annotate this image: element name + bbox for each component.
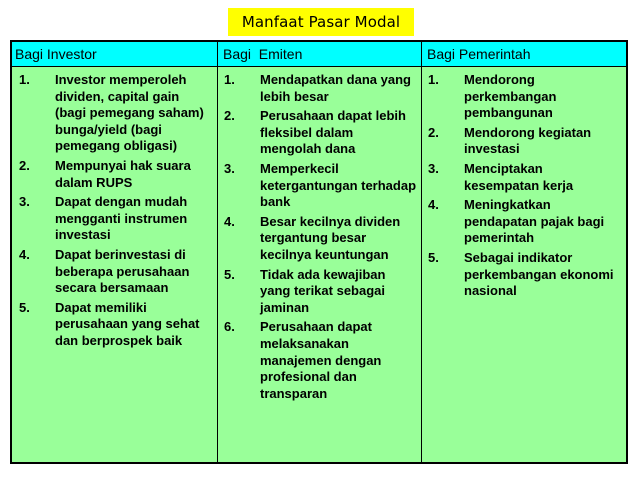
column-emiten [224, 72, 417, 405]
header-investor [15, 42, 215, 66]
column-pemerintah [428, 72, 620, 303]
list-item: 2. Mempunyai hak suara dalam RUPS [19, 157, 191, 190]
list-item: 3. Menciptakan kesempatan kerja [428, 160, 574, 193]
header-emiten [223, 42, 418, 66]
investor-list [19, 72, 209, 350]
header-pemerintah [427, 42, 622, 66]
column-divider-1 [217, 42, 218, 462]
list-item: 5. Sebagai indikator perkembangan ekonomi nasional [428, 249, 614, 299]
pemerintah-list [428, 72, 620, 300]
column-divider-2 [421, 42, 422, 462]
page-title: Manfaat Pasar Modal [241, 13, 401, 31]
list-item: 2. Perusahaan dapat lebih fleksibel dalam mengolah dana [224, 108, 406, 157]
list-item: 3. Memperkecil ketergantungan terhadap bank [224, 160, 417, 210]
header-pemerintah-label: Bagi Pemerintah [427, 46, 531, 62]
list-item: 2. Mendorong kegiatan investasi [428, 124, 592, 157]
list-item: 4. Meningkatkan pendapatan pajak bagi pemerintah [428, 197, 605, 246]
list-item: 3. Dapat dengan mudah mengganti instrumen investasi [19, 194, 188, 243]
emiten-list [224, 72, 417, 402]
list-item: 5. Dapat memiliki perusahaan yang sehat dan berprospek baik [19, 299, 200, 348]
list-item: 1. Investor memperoleh dividen, capital gain (bagi pemegang saham) bunga/yield (bagi pemegang obligasi) [19, 72, 204, 154]
header-investor-label: Bagi Investor [15, 46, 97, 62]
list-item: 1. Mendapatkan dana yang lebih besar [224, 72, 411, 104]
title-banner [228, 8, 414, 36]
column-investor [19, 72, 209, 353]
list-item: 5. Tidak ada kewajiban yang terikat sebagai jaminan [224, 266, 386, 315]
header-emiten-label: Bagi Emiten [223, 46, 303, 62]
list-item: 1. Mendorong perkembangan pembangunan [428, 72, 557, 121]
list-item: 4. Besar kecilnya dividen tergantung besar kecilnya keuntungan [224, 213, 401, 262]
list-item: 4. Dapat berinvestasi di beberapa perusahaan secara bersamaan [19, 246, 190, 296]
benefits-table [10, 40, 628, 464]
list-item: 6. Perusahaan dapat melaksanakan manajemen dengan profesional dan transparan [224, 319, 382, 401]
